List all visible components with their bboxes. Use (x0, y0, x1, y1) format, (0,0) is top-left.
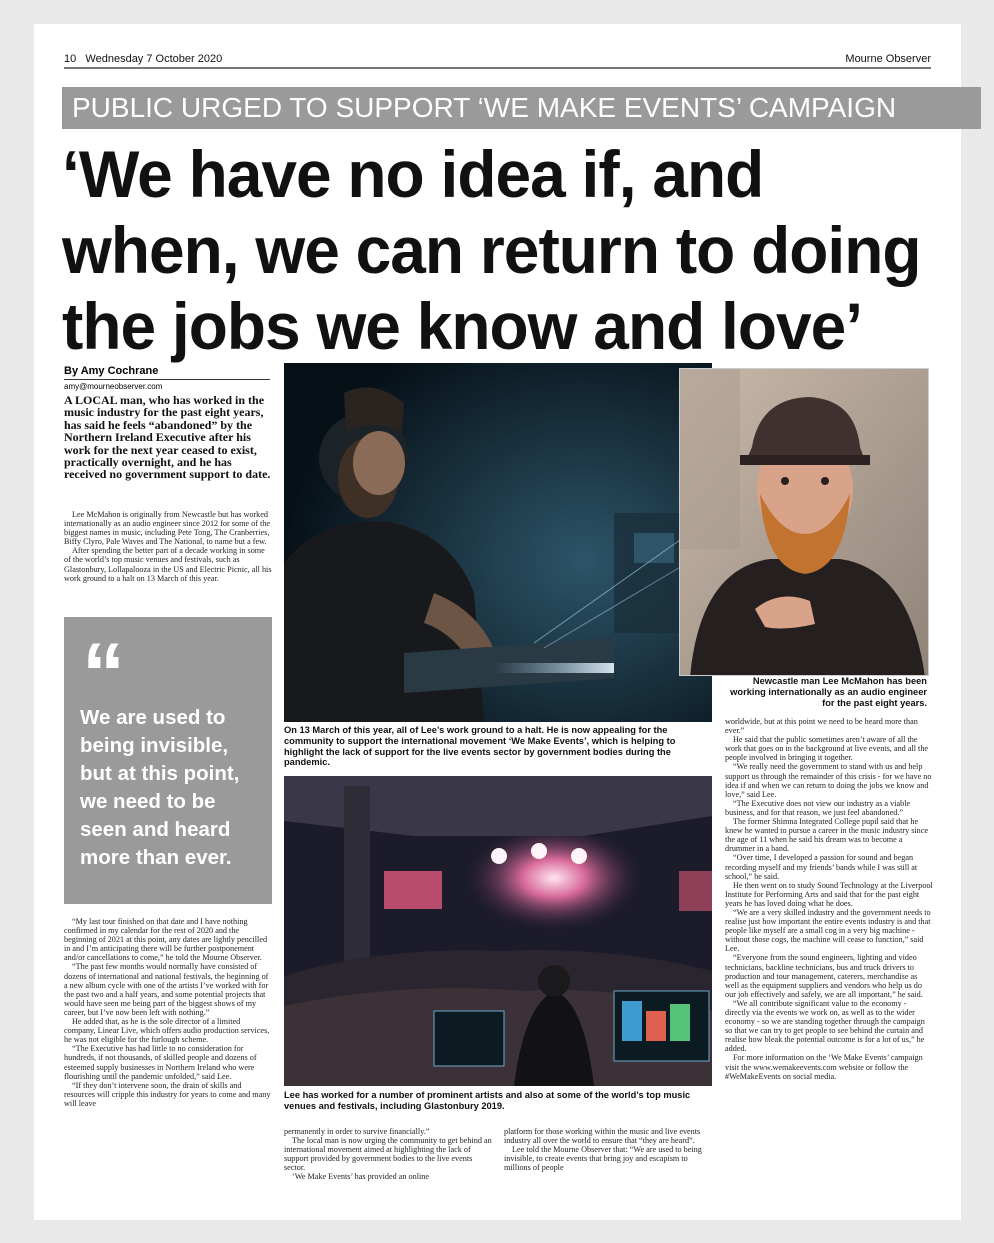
photo-engineer-at-console (284, 363, 712, 722)
newspaper-page (34, 24, 961, 1220)
quote-mark-icon: “ (82, 626, 125, 722)
folio-left (64, 53, 222, 65)
paragraph: platform for those working within the music and live events industry all over the world to ensure that “they are heard”. (504, 1127, 701, 1146)
column-d (504, 1127, 713, 1172)
column-e (725, 717, 933, 1081)
paragraph: ‘We Make Events’ has provided an online (292, 1172, 429, 1182)
paragraph: “If they don’t intervene soon, the drain of skills and resources will cripple this industry for years to come and many will leave (64, 1080, 271, 1108)
paragraph: “We all contribute significant value to the economy - directly via the events we work on, as well as to the wider economy - so we are standing together through the campaign so that we can try to get people to see behind the curtain and realise how bleak the potential outcome is for a lot of us,” he added. (725, 998, 925, 1054)
author-email[interactable]: amy@mourneobserver.com (64, 382, 163, 391)
paragraph: After spending the better part of a decade working in some of the world’s top music venues and festivals, such as Glastonbury, Lollapalooza in the US and Electric Picnic, all his work ground to a halt on 13 March of this year. (64, 546, 272, 583)
paragraph: He said that the public sometimes aren’t aware of all the work that goes on in the background at live events, and all the people involved in bringing it together. (725, 735, 929, 763)
paragraph: He then went on to study Sound Technology at the Liverpool Institute for Performing Arts and said that for the past eight years he has loved doing what he does. (725, 880, 933, 908)
paragraph: Lee McMahon is originally from Newcastle but has worked internationally as an audio engineer since 2012 for some of the biggest names in music, including Pete Tong, The Cranberries, Biffy Clyro, Pale Waves and The National, to name but a few. (64, 510, 270, 547)
paragraph: The local man is now urging the community to get behind an international movement aimed at highlighting the lack of support provided by government bodies to the live events sector. (284, 1136, 492, 1173)
caption-photo2: Newcastle man Lee McMahon has been working internationally as an audio engineer for the past eight years. (730, 676, 927, 708)
paragraph: “We really need the government to stand with us and help support us through the remainder of this crisis - for we have no idea if and when we can return to doing the jobs we know and love,” said Lee. (725, 762, 932, 799)
paragraph: “We are a very skilled industry and the government needs to realise just how important the entire events industry is and that people like myself are a small cog in a very big machine - without those cogs, the machine will cease to function,” said Lee. (725, 907, 931, 954)
paragraph: “My last tour finished on that date and I have nothing confirmed in my calendar for the rest of 2020 and the beginning of 2021 at this point, any dates are lightly pencilled in and I’m anticipating there will be further postponement and/or cancellations to come,” he told the Mourne Observer. (64, 917, 268, 963)
kicker-bar: PUBLIC URGED TO SUPPORT ‘WE MAKE EVENTS’ CAMPAIGN (62, 87, 981, 129)
paragraph: The former Shimna Integrated College pupil said that he knew he wanted to pursue a career in the music industry since the age of 11 when he said his dream was to become a drummer in a band. (725, 817, 929, 854)
issue-date: Wednesday 7 October 2020 (85, 53, 223, 65)
paper-name: Mourne Observer (845, 53, 931, 65)
paragraph: He added that, as he is the sole director of a limited company, Linear Live, which offers audio production services, he was not eligible for the furlough scheme. (64, 1017, 270, 1045)
headline: ‘We have no idea if, and when, we can return to doing the jobs we know and love’ (62, 137, 921, 363)
paragraph: “The Executive has had little to no consideration for hundreds, if not thousands, of skilled people and dozens of esteemed supply businesses in Northern Ireland who were flourishing until the pandemic unfolded,” said Lee. (64, 1044, 257, 1081)
column-b (64, 917, 272, 1108)
column-c (284, 1127, 493, 1182)
paragraph: For more information on the ‘We Make Events’ campaign visit the www.wemakeevents.com website or follow the #WeMakeEvents on social media. (725, 1053, 923, 1081)
photo-festival-crowd (284, 776, 712, 1086)
paragraph: “The past few months would normally have consisted of dozens of international and national festivals, the beginning of a new album cycle with one of the artists I’ve worked with for the past two and a half years, and some potential projects that would have seen me being part of the biggest shows of my career, but I’ve now been left with nothing.” (64, 962, 269, 1017)
paragraph: “Over time, I developed a passion for sound and began recording myself and my friends’ bands while I was still at school,” he said. (725, 853, 918, 881)
pull-quote-box (64, 617, 272, 904)
paragraph: permanently in order to survive financially.” (284, 1127, 430, 1136)
pull-quote-text: We are used to being invisible, but at this point, we need to be seen and heard more than ever. (80, 706, 240, 869)
caption-photo1: On 13 March of this year, all of Lee’s work ground to a halt. He is now appealing for the community to support the international movement ‘We Make Events’, which is helping to highlight the lack of support for the live events sector by government bodies during the pandemic. (284, 725, 676, 768)
folio-rule (64, 67, 931, 69)
paragraph: Lee told the Mourne Observer that: “We are used to being invisible, to create events that bring joy and escapism to millions of people (504, 1145, 702, 1173)
intro-paragraph: A LOCAL man, who has worked in the music industry for the past eight years, has said he feels “abandoned” by the Northern Ireland Executive after his work for the next year ceased to exist, practically overnight, and he has received no government support to date. (64, 393, 271, 482)
column-a (64, 510, 272, 583)
caption-photo3: Lee has worked for a number of prominent artists and also at some of the world’s top music venues and festivals, including Glastonbury 2019. (284, 1090, 691, 1111)
paragraph: worldwide, but at this point we need to be heard more than ever.” (725, 717, 918, 736)
paragraph: “The Executive does not view our industry as a viable business, and for that reason, we just feel abandoned.” (725, 798, 911, 817)
photo-portrait-lee (679, 368, 929, 676)
page-number: 10 (64, 53, 77, 65)
byline: By Amy Cochrane (64, 365, 270, 380)
paragraph: “Everyone from the sound engineers, lighting and video technicians, backline technicians, bus and truck drivers to production and tour management, caterers, merchandise as well as the equipment suppliers and vendors who help us do our job effectively and safely, we are all important,” he said. (725, 953, 923, 999)
